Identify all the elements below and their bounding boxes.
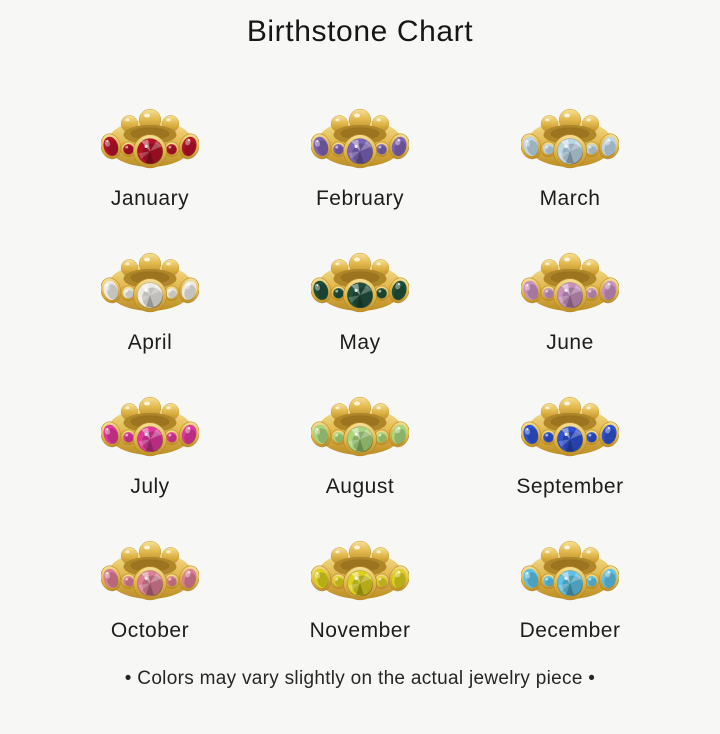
month-cell-october xyxy=(45,538,255,643)
month-label: January xyxy=(110,187,190,210)
birthstone-grid xyxy=(0,106,720,643)
month-label: February xyxy=(315,187,405,210)
month-cell-september xyxy=(465,394,675,499)
month-cell-january xyxy=(45,106,255,211)
month-cell-august xyxy=(255,394,465,499)
month-cell-may xyxy=(255,250,465,355)
month-cell-march xyxy=(465,106,675,211)
month-label: July xyxy=(130,475,170,498)
birthstone-ring-icon xyxy=(101,394,199,463)
month-cell-february xyxy=(255,106,465,211)
month-label: June xyxy=(546,331,594,354)
birthstone-ring-icon xyxy=(101,538,199,607)
month-label: August xyxy=(325,475,395,498)
birthstone-ring-icon xyxy=(311,106,409,175)
month-cell-december xyxy=(465,538,675,643)
birthstone-ring-icon xyxy=(311,250,409,319)
month-label: April xyxy=(127,331,173,354)
birthstone-ring-icon xyxy=(521,394,619,463)
birthstone-ring-icon xyxy=(101,250,199,319)
month-label: May xyxy=(339,331,381,354)
birthstone-ring-icon xyxy=(101,106,199,175)
month-cell-june xyxy=(465,250,675,355)
month-cell-november xyxy=(255,538,465,643)
month-label: November xyxy=(309,619,411,642)
page-title: Birthstone Chart xyxy=(246,15,474,48)
birthstone-ring-icon xyxy=(311,394,409,463)
month-cell-july xyxy=(45,394,255,499)
birthstone-ring-icon xyxy=(311,538,409,607)
footnote: • Colors may vary slightly on the actual jewelry piece • xyxy=(124,668,596,689)
month-label: October xyxy=(110,619,190,642)
month-cell-april xyxy=(45,250,255,355)
month-label: September xyxy=(516,475,624,498)
month-label: March xyxy=(539,187,601,210)
month-label: December xyxy=(519,619,621,642)
birthstone-ring-icon xyxy=(521,250,619,319)
birthstone-ring-icon xyxy=(521,106,619,175)
birthstone-ring-icon xyxy=(521,538,619,607)
